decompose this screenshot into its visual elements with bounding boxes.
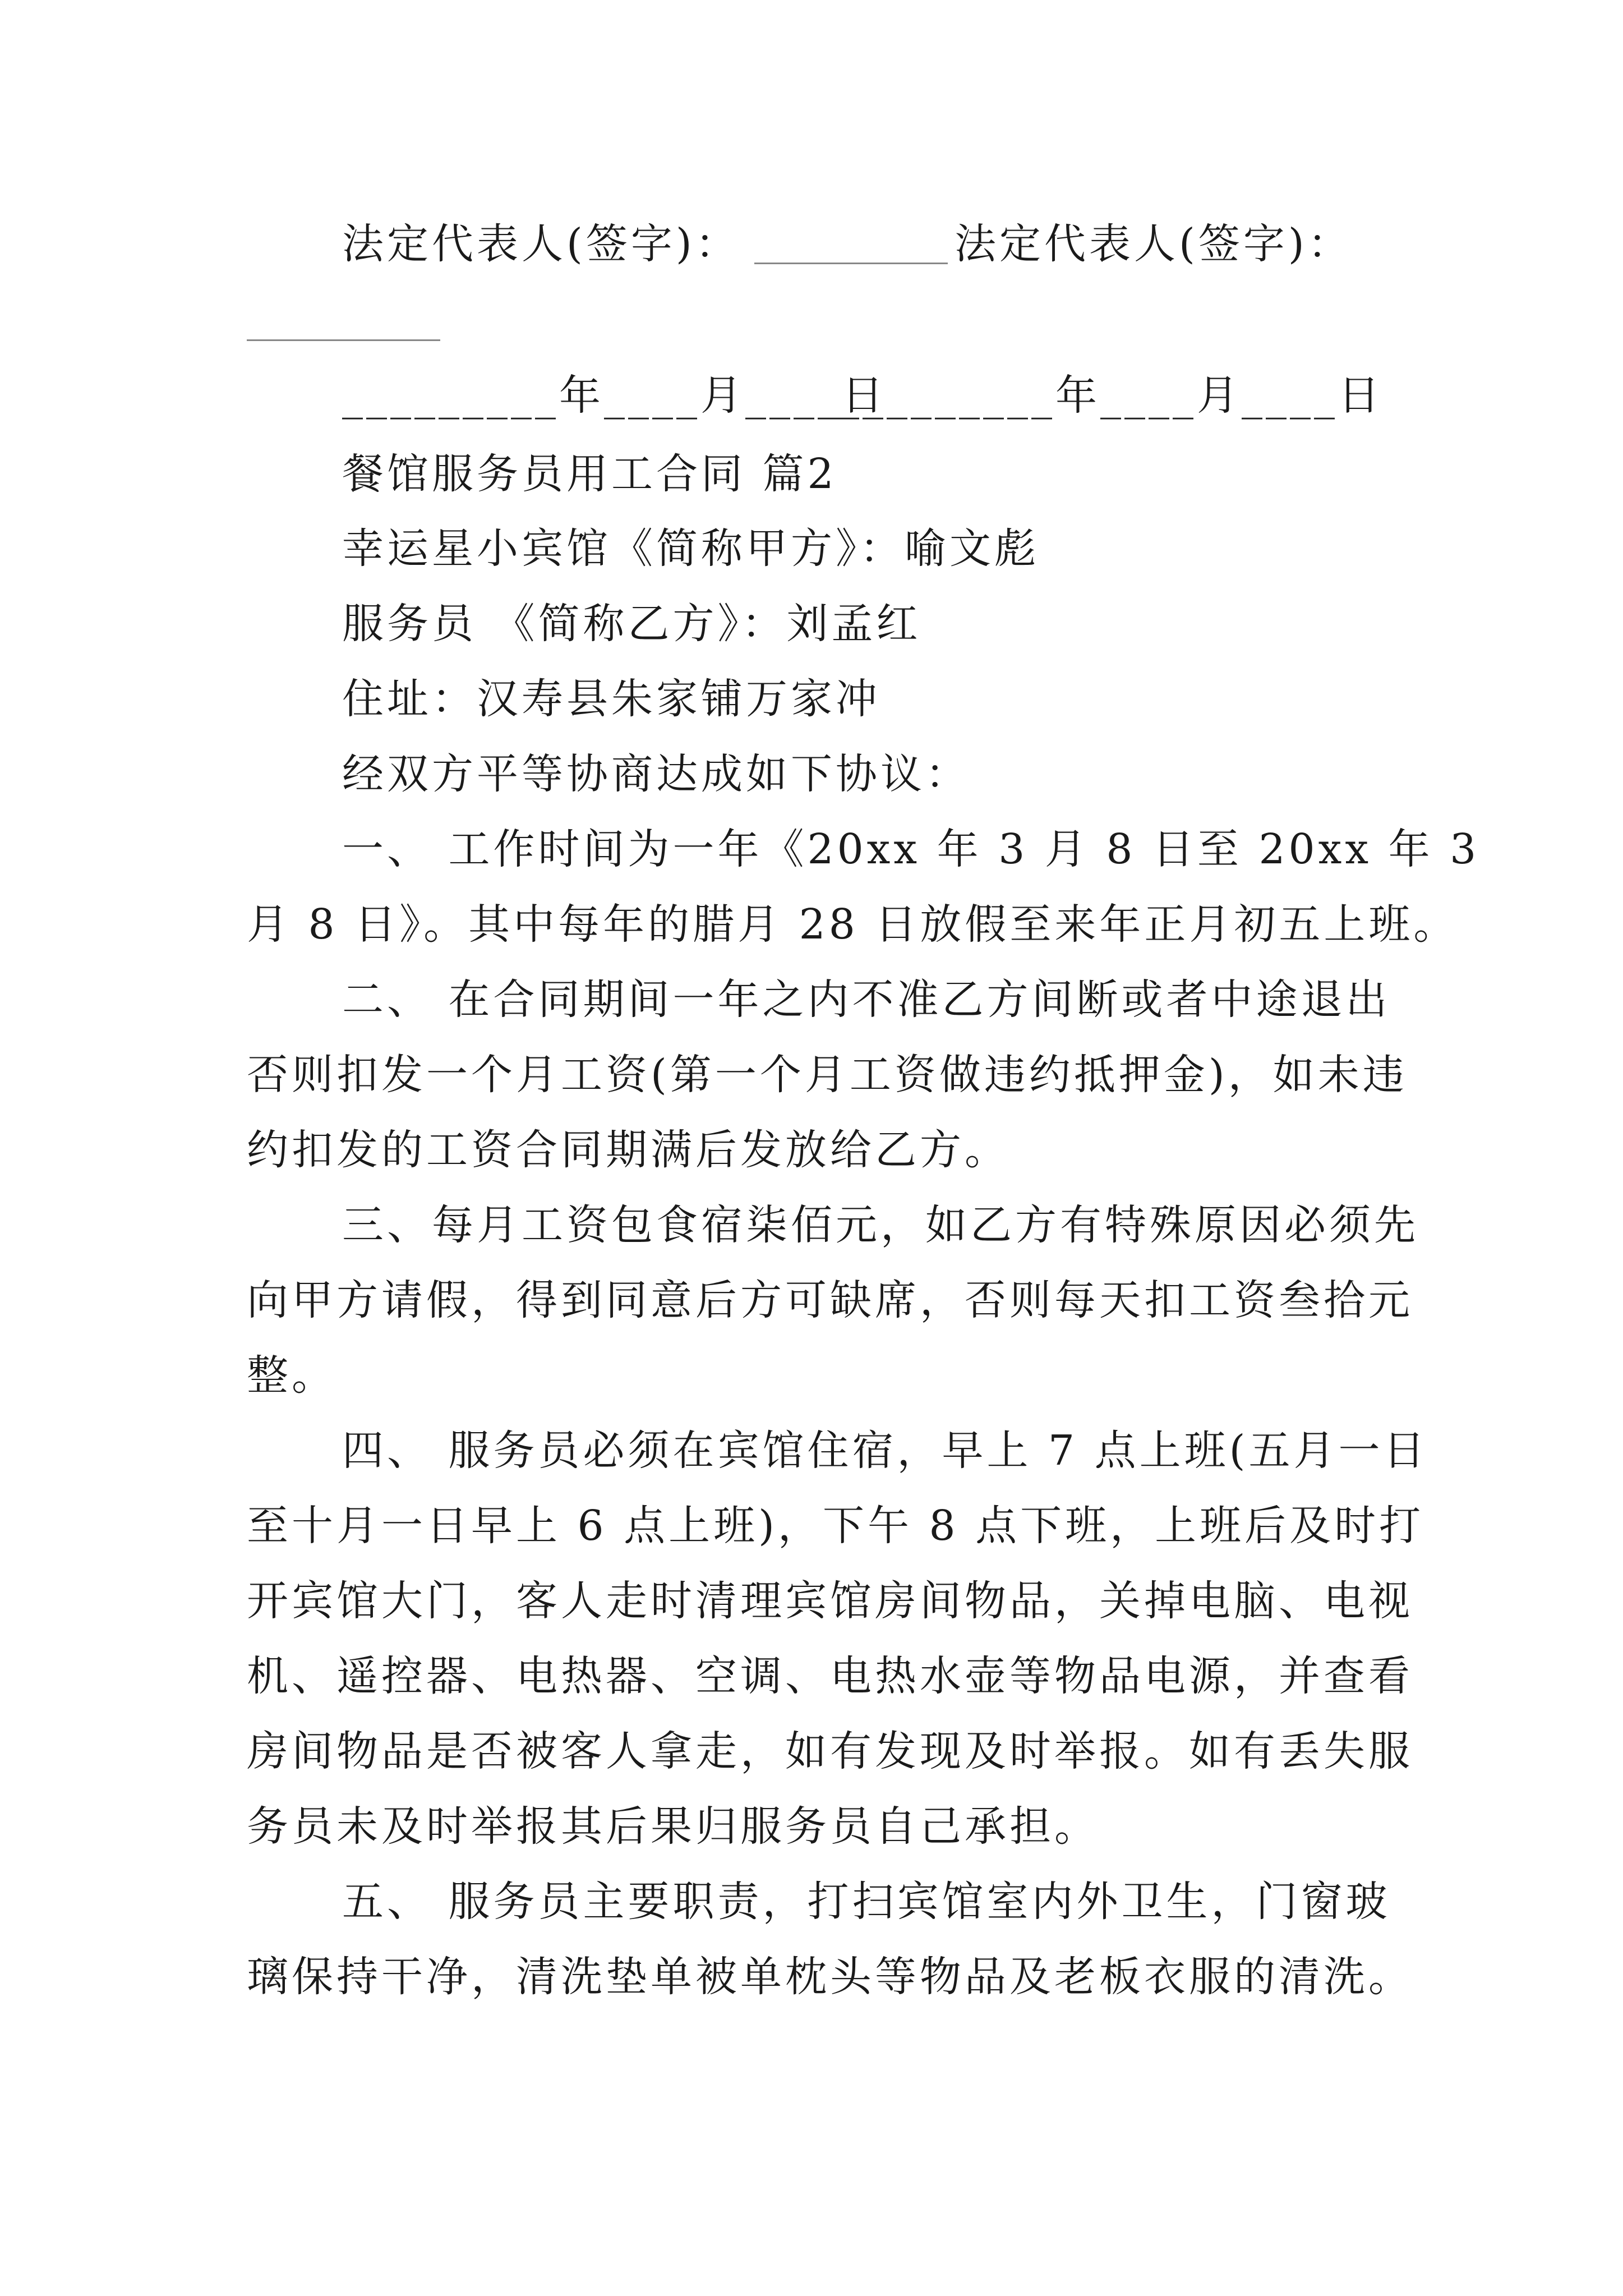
- date-line-b: _________年____月____日: [838, 371, 1383, 420]
- signature-blank-b: [247, 339, 440, 341]
- clause-3-line-2: 向甲方请假，得到同意后方可缺席，否则每天扣工资叁拾元: [247, 1276, 1413, 1324]
- clause-1-line-1: 一、 工作时间为一年《20xx 年 3 月 8 日至 20xx 年 3: [342, 825, 1480, 873]
- clause-4-line-5: 房间物品是否被客人拿走，如有发现及时举报。如有丢失服: [247, 1727, 1413, 1775]
- date-line-a: _________年____月____日: [342, 371, 887, 420]
- address: 住址：汉寿县朱家铺万家冲: [342, 675, 880, 723]
- party-a: 幸运星小宾馆《简称甲方》：喻文彪: [342, 524, 1039, 573]
- clause-4-line-3: 开宾馆大门，客人走时清理宾馆房间物品，关掉电脑、电视: [247, 1577, 1413, 1625]
- clause-5-line-2: 璃保持干净，清洗垫单被单枕头等物品及老板衣服的清洗。: [247, 1953, 1413, 2001]
- clause-4-line-2: 至十月一日早上 6 点上班)，下午 8 点下班，上班后及时打: [247, 1502, 1424, 1550]
- clause-5-line-1: 五、 服务员主要职责，打扫宾馆室内外卫生，门窗玻: [342, 1878, 1391, 1926]
- clause-2-line-3: 约扣发的工资合同期满后发放给乙方。: [247, 1126, 1009, 1174]
- party-b: 服务员 《简称乙方》：刘孟红: [342, 600, 921, 648]
- signature-label-a: 法定代表人(签字)：: [342, 220, 740, 268]
- signature-blank-a: [754, 263, 948, 264]
- clause-4-line-4: 机、遥控器、电热器、空调、电热水壶等物品电源，并查看: [247, 1652, 1413, 1700]
- clause-2-line-1: 二、 在合同期间一年之内不准乙方间断或者中途退出: [342, 976, 1391, 1024]
- clause-3-line-3: 整。: [247, 1351, 336, 1400]
- clause-3-line-1: 三、每月工资包食宿柒佰元，如乙方有特殊原因必须先: [342, 1201, 1419, 1249]
- clause-4-line-1: 四、 服务员必须在宾馆住宿，早上 7 点上班(五月一日: [342, 1427, 1428, 1475]
- clause-2-line-2: 否则扣发一个月工资(第一个月工资做违约抵押金)，如未违: [247, 1051, 1408, 1099]
- intro: 经双方平等协商达成如下协议：: [342, 750, 970, 798]
- signature-label-b: 法定代表人(签字)：: [955, 220, 1353, 268]
- section-title: 餐馆服务员用工合同 篇2: [342, 450, 837, 498]
- clause-4-line-6: 务员未及时举报其后果归服务员自己承担。: [247, 1802, 1099, 1851]
- clause-1-line-2: 月 8 日》。其中每年的腊月 28 日放假至来年正月初五上班。: [247, 900, 1459, 949]
